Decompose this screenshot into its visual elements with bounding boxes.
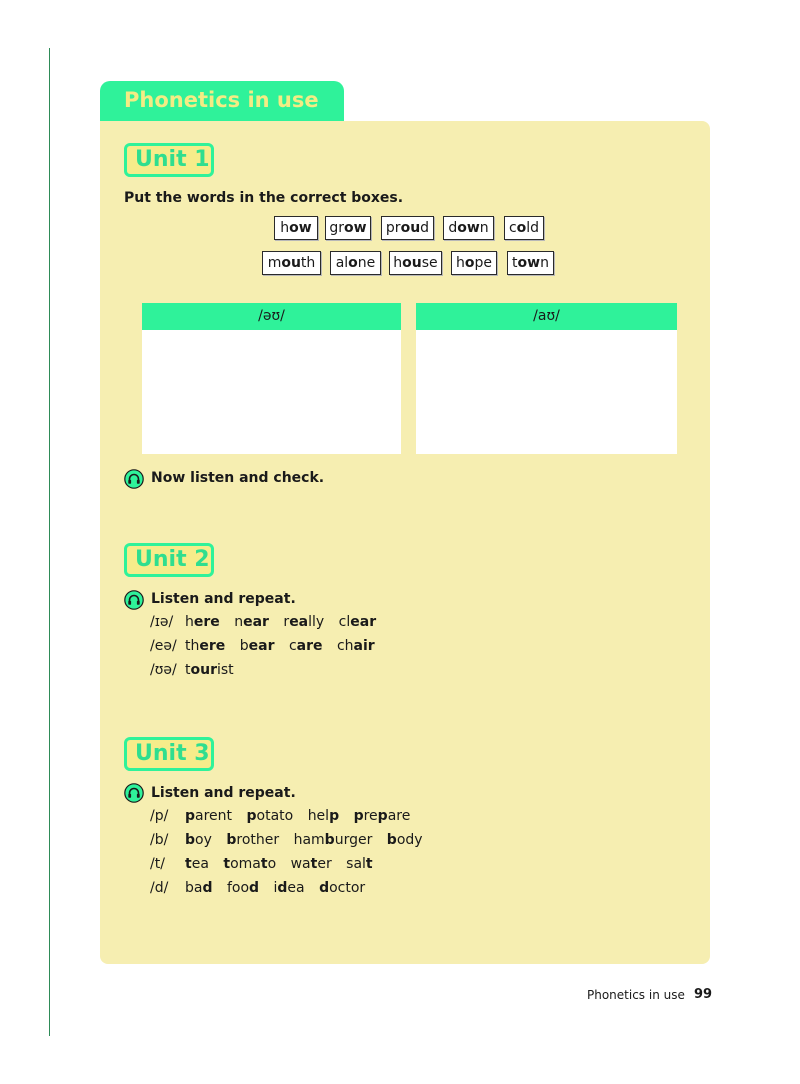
example-word [240,638,275,654]
example-word-part: ea [287,880,305,896]
example-word-part: arent [195,808,233,824]
example-word [337,638,375,654]
example-word-part: b [239,638,249,654]
example-word-part: p [246,808,257,824]
word-card-part: o [516,220,527,236]
example-word [291,856,332,872]
word-card[interactable] [330,251,381,275]
example-word-part: d [249,880,260,896]
example-word-part: h [185,614,194,630]
section-header-tab [100,81,344,123]
unit-1-badge: Unit 1 [124,143,214,177]
phoneme-symbol: /p/ [150,808,169,824]
example-word-part: ody [396,832,423,848]
example-word-part: er [317,856,332,872]
phoneme-symbol: /d/ [150,880,169,896]
word-card-part: ld [526,220,540,236]
example-word [274,880,305,896]
phoneme-symbol: /ʊə/ [150,662,177,678]
phoneme-row [150,662,244,678]
example-word [223,856,276,872]
word-card-part: o [348,255,358,271]
headphones-icon[interactable] [124,783,144,803]
example-word [339,614,376,630]
example-word-part: o [267,856,277,872]
example-word-part: urger [334,832,373,848]
word-card-part: t [512,255,518,271]
example-word-part: t [185,662,191,678]
unit-3-instruction: Listen and repeat. [151,785,296,801]
example-word-part: d [277,880,288,896]
example-word-part: ere [193,614,220,630]
example-word-part: ham [293,832,325,848]
example-word-part: p [329,808,340,824]
unit-1-instruction: Put the words in the correct boxes. [124,190,404,206]
word-card[interactable] [325,216,371,240]
word-card-part: m [267,255,282,271]
word-card-part: d [448,220,458,236]
word-card-part: h [393,255,403,271]
word-card[interactable] [389,251,442,275]
example-word-part: c [288,638,297,654]
example-word [387,832,423,848]
example-word-part: b [386,832,397,848]
example-word [308,808,339,824]
example-word-part: p [185,808,196,824]
phoneme-symbol: /b/ [150,832,169,848]
word-card[interactable] [381,216,434,240]
example-word-part: t [185,856,192,872]
example-word [185,832,212,848]
example-word [247,808,294,824]
example-word-part: d [319,880,330,896]
example-word-part: lly [308,614,325,630]
word-card[interactable] [274,216,318,240]
phoneme-row [150,832,433,848]
example-word-part: b [185,832,196,848]
example-word-part: ea [191,856,209,872]
example-word-part: ear [243,614,269,630]
sort-box-au-header: /aʊ/ [416,303,677,330]
example-word-part: n [234,614,244,630]
example-word-part: t [260,856,268,872]
example-word [185,808,232,824]
example-word [319,880,365,896]
example-word [185,662,234,678]
word-card-part: ou [281,255,301,271]
word-card-part: ou [402,255,422,271]
sort-box-ou[interactable] [142,303,401,454]
word-card-part: th [300,255,316,271]
word-card-part: pr [385,220,401,236]
example-word-part: air [353,638,375,654]
example-word-part: r [283,614,290,630]
headphones-icon[interactable] [124,590,144,610]
example-word-part: t [223,856,231,872]
example-word-part: ear [248,638,275,654]
example-word-part: our [190,662,217,678]
unit-1-check-instruction: Now listen and check. [151,470,325,486]
example-word-part: p [353,808,364,824]
phoneme-row [150,880,375,896]
example-word [234,614,269,630]
word-card-part: o [464,255,475,271]
sort-box-ou-header: /əʊ/ [142,303,401,330]
phoneme-row [150,638,385,654]
unit-3-badge: Unit 3 [124,737,214,771]
word-card-part: ow [457,220,480,236]
example-word-part: ere [199,638,226,654]
word-card[interactable] [451,251,497,275]
sort-box-au[interactable] [416,303,677,454]
example-word [227,880,259,896]
word-card-part: n [540,255,549,271]
word-card[interactable] [507,251,554,275]
page-number: 99 [694,987,713,1002]
phoneme-symbol: /ɪə/ [150,614,174,630]
word-card[interactable] [262,251,321,275]
word-card-part: al [335,255,349,271]
word-card-part: se [421,255,438,271]
example-word-part: oma [230,856,261,872]
word-card-part: ow [289,220,312,236]
example-word-part: otato [256,808,294,824]
example-word [289,638,323,654]
unit-2-instruction: Listen and repeat. [151,591,296,607]
headphones-icon[interactable] [124,469,144,489]
word-card-part: ow [517,255,541,271]
example-word [185,880,213,896]
example-word-part: re [363,808,378,824]
example-word-part: ist [217,662,234,678]
example-word-part: d [202,880,213,896]
example-word-part: octor [329,880,366,896]
example-word-part: wa [290,856,311,872]
word-card-part: pe [474,255,492,271]
example-word [185,614,220,630]
phoneme-row [150,808,420,824]
example-word-part: cl [338,614,351,630]
example-word-part: are [387,808,411,824]
example-word [185,856,209,872]
footer-section-title: Phonetics in use [587,988,685,1002]
unit-2-badge: Unit 2 [124,543,214,577]
example-word-part: ea [289,614,309,630]
word-card-part: gr [329,220,345,236]
word-card-part: ou [400,220,421,236]
example-word-part: ch [336,638,354,654]
word-card-part: n [479,220,489,236]
word-card-part: h [456,255,465,271]
example-word-part: ba [185,880,203,896]
example-word-part: t [310,856,318,872]
example-word [226,832,279,848]
example-word-part: hel [307,808,330,824]
phoneme-symbol: /t/ [150,856,165,872]
example-word-part: p [377,808,388,824]
example-word-part: b [226,832,237,848]
word-card-part: d [420,220,430,236]
phoneme-row [150,614,386,630]
example-word-part: sal [346,856,366,872]
example-word-part: th [185,638,200,654]
word-card[interactable] [443,216,494,240]
example-word-part: b [324,832,335,848]
example-word-part: rother [236,832,280,848]
example-word [294,832,373,848]
example-word-part: oy [195,832,212,848]
word-card-part: ne [357,255,376,271]
phoneme-row [150,856,383,872]
word-card-part: c [508,220,517,236]
example-word-part: ear [350,614,377,630]
page-margin-line [49,48,50,1036]
section-title: Phonetics in use [124,88,319,112]
phoneme-symbol: /eə/ [150,638,177,654]
example-word [283,614,324,630]
example-word-part: foo [226,880,250,896]
word-card-part: ow [344,220,367,236]
word-card-part: h [280,220,290,236]
example-word-part: t [365,856,373,872]
example-word [354,808,411,824]
example-word-part: are [296,638,323,654]
example-word-part: i [273,880,278,896]
word-card[interactable] [504,216,544,240]
example-word [346,856,372,872]
example-word [185,638,225,654]
